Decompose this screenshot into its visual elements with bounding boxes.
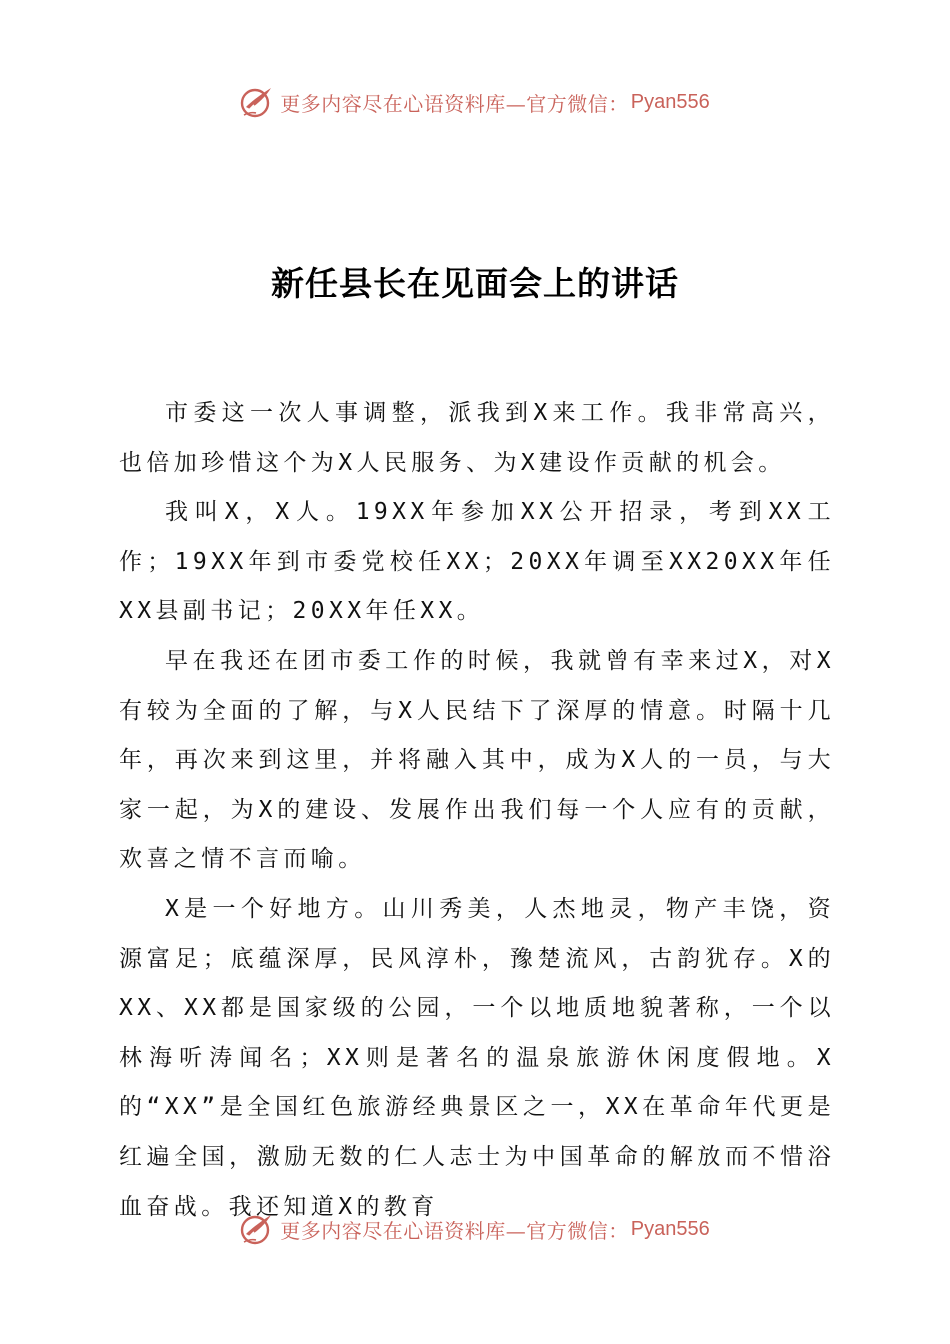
quill-pen-icon (240, 85, 274, 119)
paragraph: X是一个好地方。山川秀美，人杰地灵，物产丰饶，资源富足；底蕴深厚，民风淳朴，豫楚流风，古韵犹存。X的XX、XX都是国家级的公园，一个以地质地貌著称，一个以林海听涛闻名；XX则是著名的温泉旅游休闲度假地。X的“XX”是全国红色旅游经典景区之一，XX在革命年代更是红遍全国，激励无数的仁人志士为中国革命的解放而不惜浴血奋战。我还知道X的教育 (119, 895, 835, 1220)
document-body (119, 389, 835, 1232)
paragraph: 早在我还在团市委工作的时候，我就曾有幸来过X，对X有较为全面的了解，与X人民结下了深厚的情意。时隔十几年，再次来到这里，并将融入其中，成为X人的一员，与大家一起，为X的建设、发展作出我们每一个人应有的贡献，欢喜之情不言而喻。 (119, 647, 835, 873)
banner-text: 更多内容尽在心语资料库—官方微信： (280, 91, 629, 116)
banner-text: 更多内容尽在心语资料库—官方微信： (280, 1218, 629, 1243)
paragraph: 市委这一次人事调整，派我到X来工作。我非常高兴，也倍加珍惜这个为X人民服务、为X建设作贡献的机会。 (119, 400, 835, 476)
header-watermark-banner (0, 80, 950, 124)
banner-wechat-id: Pyan556 (630, 1217, 710, 1240)
quill-pen-icon (240, 1212, 274, 1246)
footer-watermark-banner (0, 1207, 950, 1251)
document-title: 新任县长在见面会上的讲话 (271, 264, 679, 303)
paragraph: 我叫X，X人。19XX年参加XX公开招录，考到XX工作；19XX年到市委党校任XX；20XX年调至XX20XX年任XX县副书记；20XX年任XX。 (119, 499, 835, 625)
banner-wechat-id: Pyan556 (630, 90, 710, 113)
